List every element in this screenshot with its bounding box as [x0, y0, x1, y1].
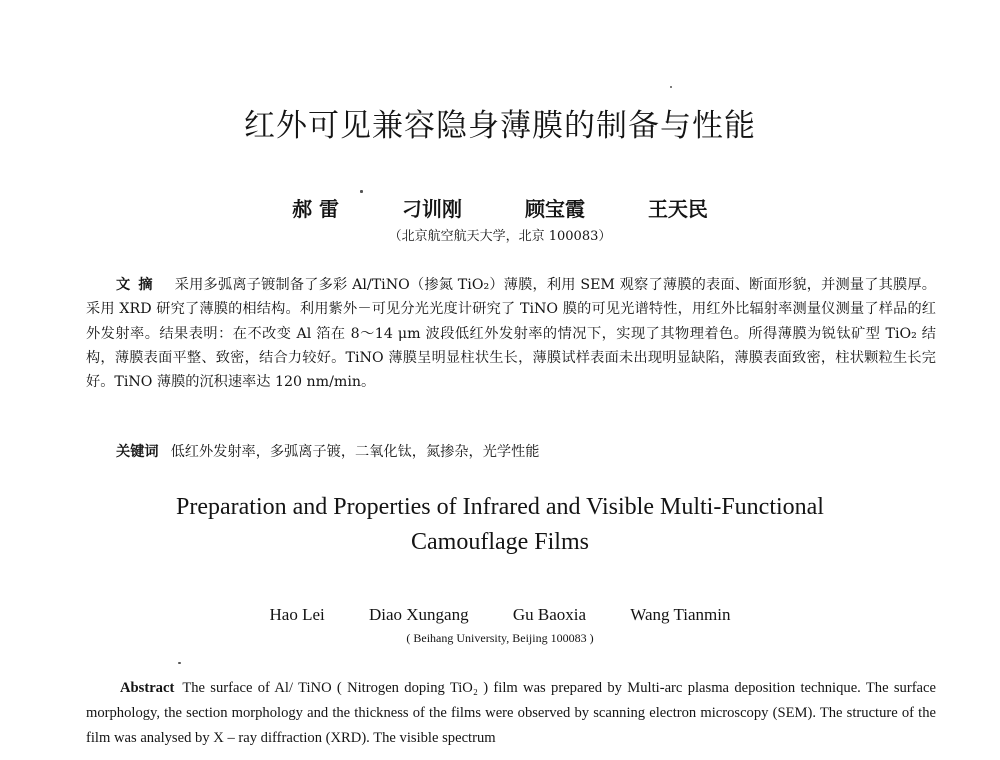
author-en-2: Diao Xungang [368, 605, 469, 624]
author-cn-2: 刁训刚 [402, 197, 462, 221]
title-chinese: 红外可见兼容隐身薄膜的制备与性能 [244, 108, 756, 144]
scan-speck [360, 190, 363, 193]
title-en-line-2: Camouflage Films [411, 529, 589, 555]
author-en-1: Hao Lei [269, 605, 325, 624]
abstract-en-label: Abstract [120, 680, 175, 696]
author-cn-3: 顾宝霞 [524, 197, 585, 221]
author-en-4: Wang Tianmin [630, 605, 731, 624]
keywords-cn-text: 低红外发射率，多弧离子镀，二氧化钛，氮掺杂，光学性能 [170, 444, 540, 460]
author-cn-4: 王天民 [647, 197, 708, 221]
author-en-3: Gu Baoxia [512, 605, 587, 624]
affiliation-english: ( Beihang University, Beijing 100083 ) [406, 631, 594, 645]
title-en-line-1: Preparation and Properties of Infrared and Visible Multi-Functional [176, 494, 824, 520]
keywords-chinese [116, 440, 936, 464]
author-cn-1: 郝 雷 [292, 197, 340, 221]
scan-speck [178, 662, 181, 664]
abstract-english [86, 676, 936, 751]
abstract-cn-label: 文摘 [116, 277, 161, 293]
affiliation-chinese: （北京航空航天大学，北京 100083） [388, 229, 612, 244]
abstract-chinese [86, 273, 936, 394]
abstract-cn-text: 采用多弧离子镀制备了多彩 Al/TiNO（掺氮 TiO₂）薄膜，利用 SEM 观察了薄膜的表面、断面形貌，并测量了其膜厚。采用 XRD 研究了薄膜的相结构。利用紫外－可见分光光度计研究了 TiNO 膜的可见光谱特性，用红外比辐射率测量仪测量了样品的红外发射率。结果表明：在不改变 Al 箔在 8～14 μm 波段低红外发射率的情况下，实现了其物理着色。所得薄膜为锐钛矿型 TiO₂ 结构，薄膜表面平整、致密，结合力较好。TiNO 薄膜呈明显柱状生长，薄膜试样表面未出现明显缺陷，薄膜表面致密，柱状颗粒生长完好。TiNO 薄膜的沉积速率达 120 nm/min。 [86, 277, 936, 391]
keywords-cn-label: 关键词 [116, 444, 159, 460]
authors-english [0, 604, 1000, 626]
abstract-en-text: The surface of Al/ TiNO ( Nitrogen doping TiO₂ ) film was prepared by Multi-arc plasma deposition technique. The surface morphology, the section morphology and the thickness of the films were observed by scanning electron microscopy (SEM). The structure of the film was analysed by X – ray diffraction (XRD). The visible spectrum [86, 680, 936, 746]
title-english [0, 490, 1000, 560]
scan-speck [670, 86, 672, 88]
authors-chinese [0, 196, 1000, 222]
